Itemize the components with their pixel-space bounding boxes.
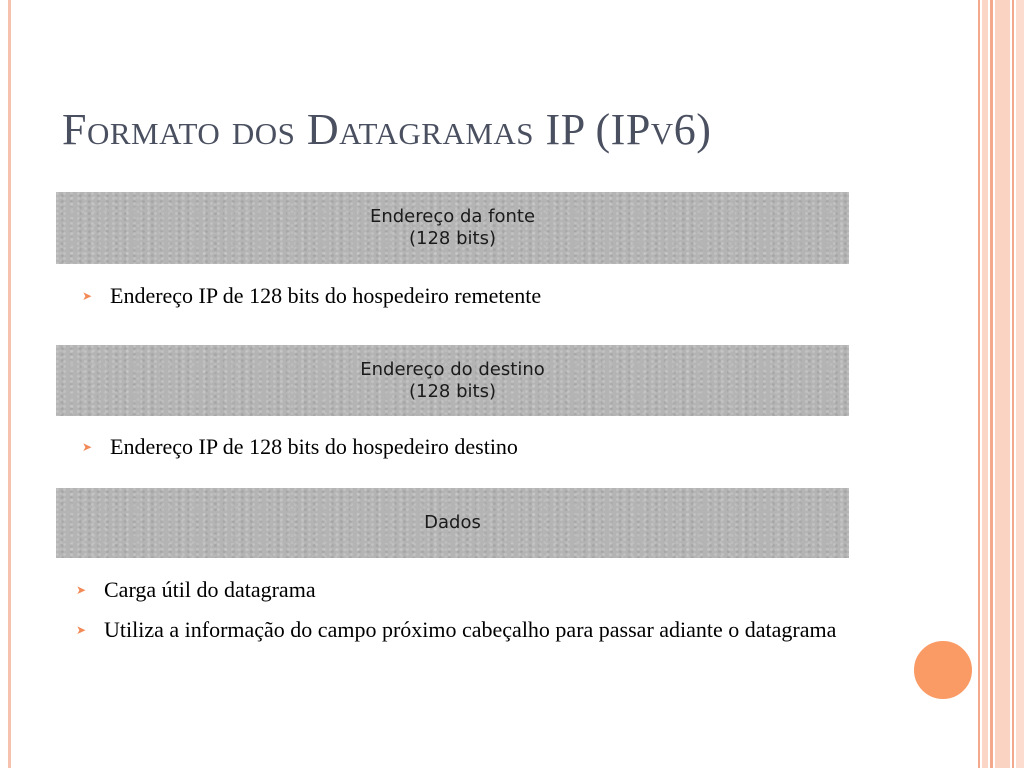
source-bullets [82, 281, 541, 321]
stripe [1016, 0, 1024, 768]
arrow-bullet-icon: ➤ [82, 440, 93, 454]
destination-bullets [82, 432, 518, 472]
slide-title: Formato dos Datagramas IP (IPv6) [62, 105, 712, 154]
stripe [990, 0, 993, 768]
stripe [978, 0, 980, 768]
stripe [1012, 0, 1014, 768]
destination-address-field [56, 345, 849, 416]
bullet-text: Utiliza a informação do campo próximo cabeçalho para passar adiante o datagrama [104, 617, 837, 642]
data-bullets [76, 575, 856, 655]
list-item [76, 575, 856, 605]
stripe [982, 0, 988, 768]
bullet-text: Endereço IP de 128 bits do hospedeiro remetente [110, 283, 542, 308]
field-label: Endereço do destino [360, 358, 545, 380]
bullet-text: Carga útil do datagrama [104, 577, 316, 602]
field-label: Endereço da fonte [369, 206, 536, 227]
data-field [56, 488, 849, 558]
right-stripe-decoration [978, 0, 1024, 768]
bullet-text: Endereço IP de 128 bits do hospedeiro destino [110, 434, 518, 459]
field-size: (128 bits) [409, 228, 496, 249]
left-border-rule [8, 0, 11, 768]
list-item [82, 432, 518, 462]
list-item [82, 281, 541, 311]
arrow-bullet-icon: ➤ [82, 289, 93, 303]
field-label: Dados [424, 512, 481, 533]
orange-circle-icon [912, 639, 974, 701]
arrow-bullet-icon: ➤ [76, 623, 87, 637]
source-address-field [56, 192, 849, 264]
list-item [76, 615, 856, 645]
arrow-bullet-icon: ➤ [76, 583, 87, 597]
stripe [995, 0, 1010, 768]
field-size: (128 bits) [409, 380, 496, 402]
